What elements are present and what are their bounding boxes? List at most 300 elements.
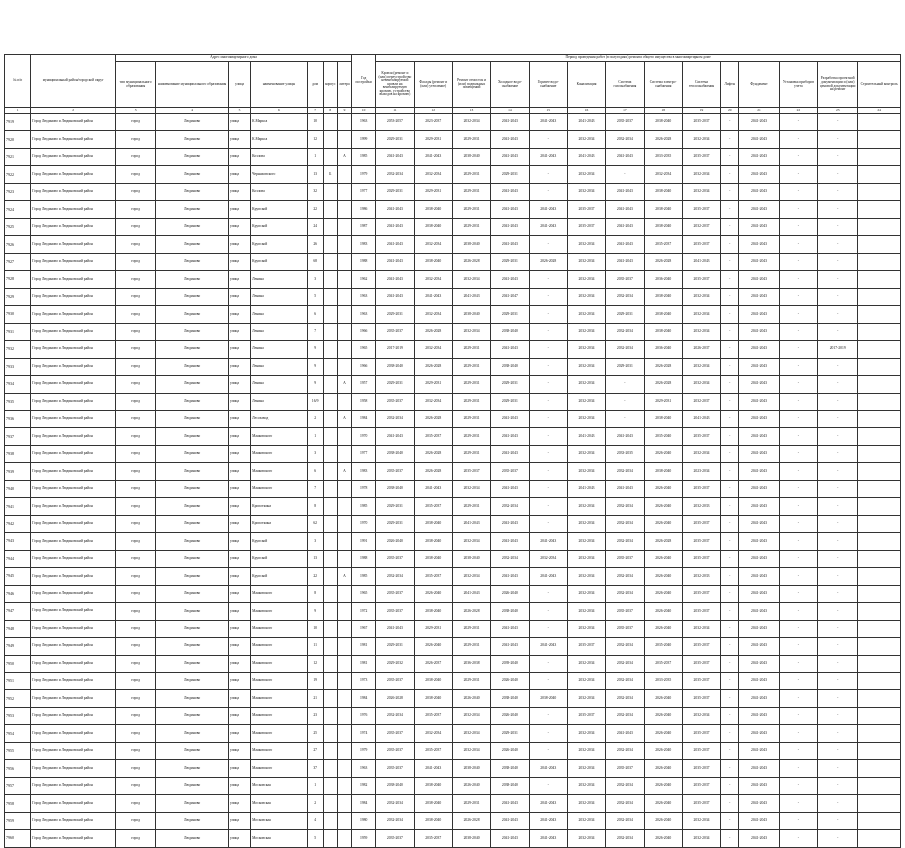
year-built-cell: 1963 (352, 760, 376, 777)
year-built-cell: 1979 (352, 742, 376, 759)
period-cell: 2032-2034 (606, 655, 644, 672)
row-number-cell: 7946 (5, 585, 31, 602)
mo-name-cell: Людиново (156, 707, 229, 724)
period-cell-empty (858, 568, 901, 585)
period-cell: - (818, 323, 858, 340)
street-type-cell: улица (228, 114, 250, 131)
row-number-cell: 7943 (5, 533, 31, 550)
period-cell: 2032-2034 (567, 410, 605, 427)
district-cell: Город Людиново и Людиновский район (31, 323, 116, 340)
street-name-cell: Ленина (251, 323, 307, 340)
street-type-cell: улица (228, 253, 250, 270)
district-cell: Город Людиново и Людиновский район (31, 777, 116, 794)
col-header: Строительный контроль (858, 62, 901, 108)
street-type-cell: улица (228, 183, 250, 200)
building-cell (323, 498, 337, 515)
period-cell: 2026-2040 (644, 620, 682, 637)
district-cell: Город Людиново и Людиновский район (31, 707, 116, 724)
period-cell: 2026-2040 (452, 777, 490, 794)
period-cell: 2035-2037 (682, 550, 720, 567)
mo-name-cell: Людиново (156, 830, 229, 847)
period-cell: 2038-2040 (414, 515, 452, 532)
period-cell: 2029-2031 (491, 393, 529, 410)
col-header: муниципальный район/городской округ (31, 55, 116, 108)
period-cell: 2032-2034 (606, 498, 644, 515)
period-cell: 2032-2034 (567, 358, 605, 375)
period-cell: 2029-2031 (376, 638, 414, 655)
house-cell: 7 (307, 323, 323, 340)
mo-type-cell: город (115, 148, 155, 165)
period-cell: 2041-2043 (606, 183, 644, 200)
street-name-cell: Козлова (251, 183, 307, 200)
period-cell: - (721, 725, 739, 742)
table-row (5, 428, 901, 445)
mo-type-cell: город (115, 166, 155, 183)
period-cell: 2038-2040 (414, 603, 452, 620)
period-cell: - (779, 533, 817, 550)
period-cell: 2041-2043 (491, 218, 529, 235)
period-cell: 2035-2037 (567, 218, 605, 235)
period-cell: - (779, 655, 817, 672)
year-built-cell: 1963 (352, 306, 376, 323)
year-built-cell: 1965 (352, 585, 376, 602)
period-cell: 2032-2037 (682, 393, 720, 410)
building-cell: Б (323, 166, 337, 183)
period-cell: 2029-2031 (414, 376, 452, 393)
street-type-cell: улица (228, 638, 250, 655)
letter-cell (337, 166, 351, 183)
period-cell: 2041-2043 (414, 760, 452, 777)
street-type-cell: улица (228, 620, 250, 637)
period-cell-empty (858, 585, 901, 602)
table-row (5, 568, 901, 585)
period-cell: - (529, 376, 567, 393)
district-cell: Город Людиново и Людиновский район (31, 568, 116, 585)
table-row (5, 183, 901, 200)
col-header: Система электро-снабжения (644, 62, 682, 108)
col-header: улица (228, 62, 250, 108)
mo-name-cell: Людиново (156, 288, 229, 305)
period-cell: 2032-2034 (567, 166, 605, 183)
period-cell: 2032-2034 (376, 410, 414, 427)
mo-name-cell: Людиново (156, 480, 229, 497)
period-cell-empty (858, 341, 901, 358)
period-cell: 2026-2028 (414, 445, 452, 462)
period-cell: 2026-2040 (414, 585, 452, 602)
period-cell: 2032-2034 (606, 812, 644, 829)
period-cell: - (529, 410, 567, 427)
period-cell: 2041-2043 (414, 480, 452, 497)
period-cell: 2041-2043 (529, 638, 567, 655)
street-type-cell: улица (228, 166, 250, 183)
period-cell: - (818, 550, 858, 567)
period-cell: 2041-2043 (739, 183, 779, 200)
period-cell: 2035-2037 (644, 236, 682, 253)
period-cell: 2041-2043 (529, 795, 567, 812)
period-cell: 2026-2040 (644, 812, 682, 829)
building-cell (323, 760, 337, 777)
period-cell: - (779, 218, 817, 235)
period-cell: 2035-2037 (682, 760, 720, 777)
table-row (5, 463, 901, 480)
letter-cell (337, 480, 351, 497)
period-cell: - (721, 288, 739, 305)
house-cell: 6 (307, 463, 323, 480)
house-cell: 8 (307, 498, 323, 515)
period-cell: 2026-2040 (452, 690, 490, 707)
house-cell: 32 (307, 183, 323, 200)
street-type-cell: улица (228, 533, 250, 550)
period-cell: - (721, 550, 739, 567)
period-cell: 2038-2040 (644, 463, 682, 480)
row-number-cell: 7953 (5, 707, 31, 724)
letter-cell (337, 306, 351, 323)
period-cell: 2041-2043 (491, 638, 529, 655)
period-cell: - (818, 515, 858, 532)
street-type-cell: улица (228, 288, 250, 305)
year-built-cell: 1977 (352, 183, 376, 200)
period-cell: 2032-2034 (567, 236, 605, 253)
period-cell: 2035-2037 (414, 428, 452, 445)
row-number-cell: 7923 (5, 183, 31, 200)
col-header: Канализация (567, 62, 605, 108)
table-row (5, 271, 901, 288)
table-row (5, 620, 901, 637)
period-cell: 2041-2043 (739, 253, 779, 270)
row-number-cell: 7931 (5, 323, 31, 340)
column-number: 8 (323, 108, 337, 114)
period-cell: 2035-2040 (644, 428, 682, 445)
building-cell (323, 830, 337, 847)
period-cell-empty (858, 201, 901, 218)
col-header: Лифты (721, 62, 739, 108)
period-cell: 2032-2034 (376, 795, 414, 812)
period-cell: 2041-2043 (606, 236, 644, 253)
period-cell: 2041-2043 (567, 148, 605, 165)
period-cell: 2032-2034 (414, 306, 452, 323)
house-cell: 27 (307, 742, 323, 759)
mo-name-cell: Людиново (156, 271, 229, 288)
period-cell: - (818, 585, 858, 602)
period-cell-empty (858, 498, 901, 515)
period-cell: 2041-2043 (739, 515, 779, 532)
period-cell: 2032-2034 (567, 690, 605, 707)
period-cell: 2038-2040 (644, 410, 682, 427)
table-row (5, 166, 901, 183)
period-cell: 2029-2031 (452, 410, 490, 427)
house-cell: 24 (307, 218, 323, 235)
street-name-cell: Маяковского (251, 463, 307, 480)
mo-type-cell: город (115, 183, 155, 200)
col-header: наименование муниципального образования (156, 62, 229, 108)
period-cell: 2041-2043 (739, 131, 779, 148)
period-cell: 2041-2043 (606, 218, 644, 235)
period-cell: 2041-2043 (739, 306, 779, 323)
period-cell: - (779, 603, 817, 620)
column-number: 3 (115, 108, 155, 114)
house-cell: 25 (307, 725, 323, 742)
period-cell: 2033-2035 (606, 445, 644, 462)
period-cell: - (529, 515, 567, 532)
row-number-cell: 7960 (5, 830, 31, 847)
period-cell: 2026-2028 (644, 253, 682, 270)
building-cell (323, 148, 337, 165)
mo-type-cell: город (115, 410, 155, 427)
mo-type-cell: город (115, 812, 155, 829)
column-number: 7 (307, 108, 323, 114)
period-cell: - (818, 830, 858, 847)
district-cell: Город Людиново и Людиновский район (31, 620, 116, 637)
period-cell: 2041-2043 (739, 445, 779, 462)
period-cell: 2032-2034 (606, 341, 644, 358)
column-number: 12 (414, 108, 452, 114)
mo-name-cell: Людиново (156, 812, 229, 829)
house-cell: 2 (307, 410, 323, 427)
column-number: 21 (739, 108, 779, 114)
year-built-cell: 1987 (352, 218, 376, 235)
street-name-cell: Ленина (251, 341, 307, 358)
period-cell: 2041-2043 (739, 655, 779, 672)
letter-cell: А (337, 148, 351, 165)
period-cell: - (721, 742, 739, 759)
street-name-cell: Ленина (251, 393, 307, 410)
period-cell: - (529, 480, 567, 497)
period-cell: - (779, 183, 817, 200)
letter-cell (337, 795, 351, 812)
col-header: литера (337, 62, 351, 108)
col-header: Фундамент (739, 62, 779, 108)
row-number-cell: 7956 (5, 760, 31, 777)
period-group-header: Период проведения работ (в полугодиях) ремонта общего имущества в многоквартирном доме (376, 55, 901, 62)
address-group-header: Адрес многоквартирного дома (115, 55, 351, 62)
period-cell: 2029-2031 (452, 498, 490, 515)
street-name-cell: Маяковского (251, 428, 307, 445)
period-cell: 2038-2040 (376, 480, 414, 497)
period-cell-empty (858, 690, 901, 707)
street-type-cell: улица (228, 585, 250, 602)
street-type-cell: улица (228, 830, 250, 847)
period-cell: 2041-2043 (739, 638, 779, 655)
year-built-cell: 1991 (352, 533, 376, 550)
street-name-cell: Московская (251, 830, 307, 847)
period-cell: 2026-2040 (376, 533, 414, 550)
period-cell-empty (858, 673, 901, 690)
house-cell: 1 (307, 428, 323, 445)
house-cell: 7 (307, 480, 323, 497)
district-cell: Город Людиново и Людиновский район (31, 131, 116, 148)
building-cell (323, 655, 337, 672)
mo-type-cell: город (115, 288, 155, 305)
period-cell: 2041-2043 (739, 218, 779, 235)
period-cell: 2032-2034 (567, 620, 605, 637)
house-cell: 3 (307, 445, 323, 462)
column-number: 2 (31, 108, 116, 114)
period-cell-empty (858, 620, 901, 637)
letter-cell (337, 533, 351, 550)
period-cell: 2029-2031 (452, 638, 490, 655)
period-cell: 2041-2043 (491, 131, 529, 148)
period-cell: 2039-2040 (491, 655, 529, 672)
building-cell (323, 236, 337, 253)
period-cell: - (818, 795, 858, 812)
district-cell: Город Людиново и Людиновский район (31, 253, 116, 270)
street-name-cell: Кропоткина (251, 515, 307, 532)
period-cell: 2032-2034 (682, 830, 720, 847)
house-cell: 22 (307, 568, 323, 585)
period-cell: 2041-2043 (491, 568, 529, 585)
period-cell: 2026-2040 (644, 742, 682, 759)
period-cell: - (779, 428, 817, 445)
period-cell-empty (858, 166, 901, 183)
period-cell: 2038-2040 (644, 218, 682, 235)
letter-cell (337, 288, 351, 305)
period-cell: 2038-2040 (452, 830, 490, 847)
house-cell: 9 (307, 341, 323, 358)
table-row (5, 690, 901, 707)
table-row (5, 742, 901, 759)
mo-type-cell: город (115, 795, 155, 812)
period-cell: 2033-2035 (644, 148, 682, 165)
period-cell: 2035-2037 (606, 760, 644, 777)
period-cell: 2041-2043 (376, 201, 414, 218)
period-cell: 2035-2037 (414, 830, 452, 847)
street-type-cell: улица (228, 498, 250, 515)
building-cell (323, 131, 337, 148)
col-header: дом (307, 62, 323, 108)
period-cell: 2032-2034 (682, 812, 720, 829)
period-cell: - (529, 166, 567, 183)
building-cell (323, 288, 337, 305)
period-cell: 2026-2028 (414, 358, 452, 375)
district-cell: Город Людиново и Людиновский район (31, 463, 116, 480)
period-cell: 2035-2037 (682, 655, 720, 672)
period-cell: - (818, 620, 858, 637)
street-type-cell: улица (228, 236, 250, 253)
period-cell: 2035-2037 (682, 428, 720, 445)
period-cell-empty (858, 428, 901, 445)
period-cell: 2038-2040 (414, 690, 452, 707)
table-row (5, 201, 901, 218)
mo-type-cell: город (115, 218, 155, 235)
period-cell: - (529, 341, 567, 358)
period-cell: - (529, 673, 567, 690)
mo-type-cell: город (115, 323, 155, 340)
period-cell: - (529, 445, 567, 462)
table-row (5, 585, 901, 602)
district-cell: Город Людиново и Людиновский район (31, 183, 116, 200)
period-cell: 2035-2037 (682, 795, 720, 812)
period-cell: 2035-2037 (376, 323, 414, 340)
row-number-cell: 7935 (5, 393, 31, 410)
period-cell: 2041-2043 (739, 393, 779, 410)
street-name-cell: Крупской (251, 201, 307, 218)
column-number: 13 (452, 108, 490, 114)
mo-name-cell: Людиново (156, 777, 229, 794)
period-cell: 2041-2043 (491, 533, 529, 550)
house-cell: 9 (307, 358, 323, 375)
col-header: корпус (323, 62, 337, 108)
period-cell: 2032-2034 (567, 463, 605, 480)
period-cell: 2041-2043 (491, 183, 529, 200)
mo-type-cell: город (115, 620, 155, 637)
letter-cell: А (337, 568, 351, 585)
period-cell: 2035-2037 (376, 393, 414, 410)
building-cell (323, 114, 337, 131)
street-name-cell: Маяковского (251, 638, 307, 655)
district-cell: Город Людиново и Людиновский район (31, 603, 116, 620)
period-cell: 2032-2034 (682, 166, 720, 183)
district-cell: Город Людиново и Людиновский район (31, 760, 116, 777)
row-number-cell: 7921 (5, 148, 31, 165)
period-cell: - (721, 585, 739, 602)
period-cell: 2041-2043 (739, 341, 779, 358)
col-header: Год постройки (352, 55, 376, 108)
house-cell: 37 (307, 760, 323, 777)
period-cell: - (818, 253, 858, 270)
building-cell (323, 410, 337, 427)
period-cell: 2029-2031 (644, 393, 682, 410)
letter-cell (337, 603, 351, 620)
row-number-cell: 7940 (5, 480, 31, 497)
period-cell: - (779, 638, 817, 655)
street-type-cell: улица (228, 742, 250, 759)
period-cell: 2032-2034 (567, 323, 605, 340)
street-type-cell: улица (228, 306, 250, 323)
street-type-cell: улица (228, 812, 250, 829)
period-cell: 2032-2034 (567, 777, 605, 794)
row-number-cell: 7928 (5, 271, 31, 288)
table-row (5, 148, 901, 165)
period-cell: - (779, 568, 817, 585)
district-cell: Город Людиново и Людиновский район (31, 376, 116, 393)
period-cell: 2041-2043 (529, 533, 567, 550)
period-cell: - (721, 271, 739, 288)
period-cell: 2032-2034 (606, 638, 644, 655)
period-cell: 2032-2034 (567, 341, 605, 358)
year-built-cell: 1974 (352, 725, 376, 742)
building-cell (323, 480, 337, 497)
period-cell: - (721, 515, 739, 532)
period-cell: 2035-2037 (682, 585, 720, 602)
row-number-cell: 7941 (5, 498, 31, 515)
period-cell: 2032-2034 (376, 707, 414, 724)
year-built-cell: 1963 (352, 114, 376, 131)
period-cell: 2032-2034 (644, 166, 682, 183)
period-cell: 2017-2019 (818, 341, 858, 358)
district-cell: Город Людиново и Людиновский район (31, 358, 116, 375)
period-cell: - (818, 480, 858, 497)
row-number-cell: 7955 (5, 742, 31, 759)
period-cell: 2041-2043 (606, 201, 644, 218)
period-cell-empty (858, 515, 901, 532)
house-cell: 13 (307, 166, 323, 183)
period-cell: 2029-2031 (606, 358, 644, 375)
period-cell: 2035-2037 (414, 707, 452, 724)
period-cell: - (779, 341, 817, 358)
mo-type-cell: город (115, 568, 155, 585)
mo-name-cell: Людиново (156, 236, 229, 253)
period-cell: 2032-2034 (567, 253, 605, 270)
mo-type-cell: город (115, 690, 155, 707)
table-row (5, 550, 901, 567)
period-cell: 2041-2043 (739, 550, 779, 567)
row-number-cell: 7938 (5, 445, 31, 462)
street-type-cell: улица (228, 550, 250, 567)
mo-type-cell: город (115, 236, 155, 253)
column-number: 23 (818, 108, 858, 114)
period-cell: 2041-2043 (376, 218, 414, 235)
period-cell: 2041-2043 (491, 812, 529, 829)
